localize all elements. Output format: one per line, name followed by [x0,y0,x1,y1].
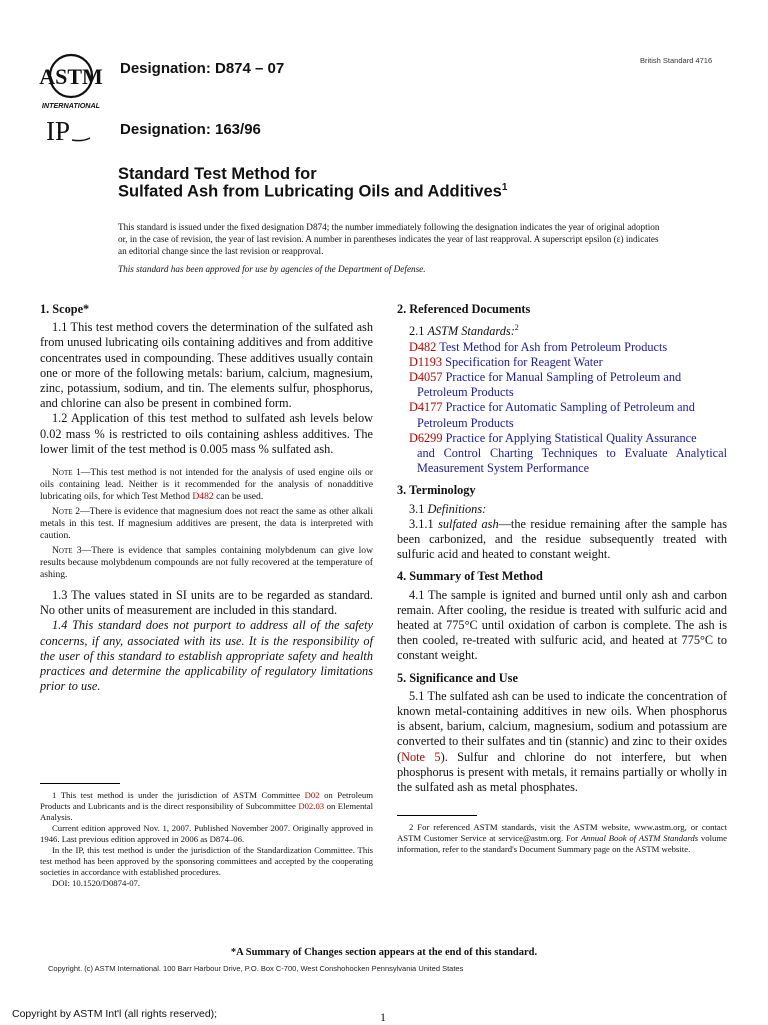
terminology-heading: 3. Terminology [397,483,476,498]
reference-item-d6299[interactable]: D6299 Practice for Applying Statistical Quality Assurance and Control Charting Techniques to Evaluate Analytical Measurement System Performance [409,430,727,476]
referenced-documents-heading: 2. Referenced Documents [397,302,531,316]
note-3: Note 3—There is evidence that samples containing molybdenum can give low results because molybdenum compounds are not fully recovered at the temperature of ashing. [40,545,373,581]
svg-text:INTERNATIONAL: INTERNATIONAL [41,101,101,110]
svg-text:ASTM: ASTM [39,64,103,89]
footnote-1: 1 This test method is under the jurisdiction of ASTM Committee D02 on Petroleum Products and Lubricants and is the direct responsibility of Subcommittee D02.03 on Elemental Analysis. Current edition approved Nov. 1, 2007. Published November 2007. Originally approved in 1946. Last previous edition approved in 2006 as D874–06. In the IP, this test method is under the jurisdiction of the Standardization Committee. This test method has been approved by the sponsoring committees and accepted by the cooperating societies in accordance with established procedures. DOI: 10.1520/D0874-07. [40,783,373,889]
copyright-footer: Copyright by ASTM Int'l (all rights reserved); [12,1008,218,1020]
designation-ip: Designation: 163/96 [120,121,261,138]
summary-of-changes-note: *A Summary of Changes section appears at the end of this standard. [230,947,538,958]
para-5-1: 5.1 The sulfated ash can be used to indicate the concentration of known metal-containing additives in new oils. When phosphorus is absent, barium, calcium, magnesium, sodium and potassium are converted to their sulfates and tin (stannic) and zinc to their oxides (Note 5). Sulfur and chlorine do not interfere, but when phosphorus is present with metals, it remains partially or wholly in the sulfated ash as metal phosphates. [397,688,727,794]
reference-list [397,340,727,477]
british-standard: British Standard 4716 [640,56,713,65]
summary-heading: 4. Summary of Test Method [397,569,543,584]
title-line-2: Sulfated Ash from Lubricating Oils and Additives$^1$ [118,182,508,201]
reference-item-d1193[interactable]: D1193 Specification for Reagent Water [409,354,603,369]
reference-item-d4057[interactable]: D4057 Practice for Manual Sampling of Petroleum and Petroleum Products [409,369,682,400]
note-2: Note 2—There is evidence that magnesium does not react the same as other alkali metals in this test. If magnesium additives are present, the data is interpreted with caution. [40,506,373,542]
para-3-1: 3.1 Definitions: [409,501,487,516]
approved-statement: This standard has been approved for use by agencies of the Department of Defense. [118,264,426,274]
reference-item-d4177[interactable]: D4177 Practice for Automatic Sampling of Petroleum and Petroleum Products [409,400,695,430]
para-4-1: 4.1 The sample is ignited and burned until only ash and carbon remain. After cooling, the residue is treated with sulfuric acid and heated at 775°C until oxidation of carbon is complete. The ash is then cooled, re-treated with sulfuric acid, and heated at 775°C to constant weight. [397,587,727,663]
note1-ref-link[interactable]: D482 [192,491,214,503]
title-line-1: Standard Test Method for [118,165,317,183]
astm-standards-sub: 2.1 ASTM Standards:$^2$ [409,323,519,339]
significance-heading: 5. Significance and Use [397,670,518,685]
para-1-1: 1.1 This test method covers the determination of the sulfated ash from unused lubricating oils containing additives and from additive concentrates used in compounding. These additives usually contain one or more of the following metals: barium, calcium, magnesium, zinc, potassium, sodium, and tin. The elements sulfur, phosphorus, and chlorine can also be present in combined form. [40,320,373,411]
issued-statement: This standard is issued under the fixed designation D874; the number immediately following the designation indicates the year of original adoption or, in the case of revision, the year of last revision. A number in parentheses indicates the year of last reapproval. A superscript epsilon (ε) indicates an editorial change since the last revision or reapproval. [118,222,660,256]
scope-heading: 1. Scope* [40,302,90,316]
designation-astm: Designation: D874 – 07 [120,60,285,77]
reference-item-d482[interactable]: D482 Test Method for Ash from Petroleum Products [409,339,668,354]
para-3-1-1: 3.1.1 sulfated ash—the residue remaining after the sample has been carbonized, and the residue subsequently treated with sulfuric acid and heated to constant weight. [397,516,727,562]
left-column [40,302,373,694]
subcommittee-link[interactable]: D02.03 [298,801,325,811]
right-column [397,302,727,795]
footnote-2: 2 For referenced ASTM standards, visit the ASTM website, www.astm.org, or contact ASTM Customer Service at service@astm.org. For Annual Book of ASTM Standards volume information, refer to the standard's Document Summary page on the ASTM website. [397,815,727,855]
ip-logo [44,116,92,144]
astm-logo [38,52,112,110]
footnote-rule [40,783,120,784]
para-1-3: 1.3 The values stated in SI units are to be regarded as standard. No other units of measurement are included in this standard. [40,588,373,618]
note5-link[interactable]: Note 5 [401,749,441,764]
para-1-2: 1.2 Application of this test method to sulfated ash levels below 0.02 mass % is restricted to oils containing ashless additives. The lower limit of the test method is 0.005 mass % sulfated ash. [40,411,373,456]
committee-link[interactable]: D02 [304,790,320,800]
para-1-4: 1.4 This standard does not purport to address all of the safety concerns, if any, associated with its use. It is the responsibility of the user of this standard to establish appropriate safety and health practices and determine the applicability of regulatory limitations prior to use. [40,618,373,694]
copyright-line: Copyright. (c) ASTM International. 100 Barr Harbour Drive, P.O. Box C-700, West Conshohocken Pennsylvania United States [48,964,464,973]
footnote-rule-2 [397,815,477,816]
page-number: 1 [380,1010,386,1024]
note-1: Note 1—This test method is not intended for the analysis of used engine oils or oils containing lead. Neither is it recommended for the analysis of nonadditive lubricating oils, for which Test Method D482 can be used. [40,467,373,503]
svg-text:IP: IP [46,116,71,144]
